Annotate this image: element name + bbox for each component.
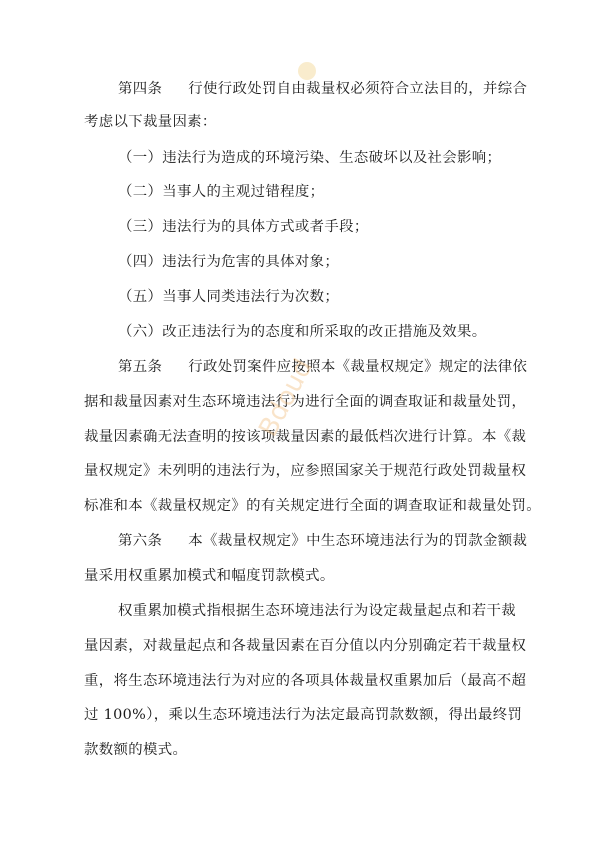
article-4-first-line bbox=[118, 80, 527, 98]
article-5-line-5: 标准和本《裁量权规定》的有关规定进行全面的调查取证和裁量处罚。 bbox=[84, 498, 541, 514]
article-6-line-1: 本《裁量权规定》中生态环境违法行为的罚款金额裁 bbox=[188, 533, 528, 549]
article-5-first-line bbox=[118, 358, 527, 376]
article-4-item-1: （一）违法行为造成的环境污染、生态破坏以及社会影响； bbox=[118, 150, 502, 166]
weight-paragraph-line-3: 重，将生态环境违法行为对应的各项具体裁量权重累加后（最高不超 bbox=[84, 673, 527, 689]
article-6-lead: 第六条 bbox=[118, 533, 163, 549]
article-5-line-4: 量权规定》未列明的违法行为，应参照国家关于规范行政处罚裁量权 bbox=[84, 463, 527, 479]
article-4-item-3: （三）违法行为的具体方式或者手段； bbox=[118, 219, 369, 235]
article-4-item-5: （五）当事人同类违法行为次数； bbox=[118, 289, 340, 305]
weight-paragraph-line-1: 权重累加模式指根据生态环境违法行为设定裁量起点和若干裁 bbox=[118, 603, 516, 619]
watermark-dot bbox=[298, 62, 316, 80]
article-4-line-1: 行使行政处罚自由裁量权必须符合立法目的，并综合 bbox=[188, 81, 528, 97]
article-4-item-2: （二）当事人的主观过错程度； bbox=[118, 184, 325, 200]
article-5-line-3: 裁量因素确无法查明的按该项裁量因素的最低档次进行计算。本《裁 bbox=[84, 429, 527, 445]
watermark: Bdoud bbox=[253, 354, 319, 442]
article-4-line-2: 考虑以下裁量因素： bbox=[84, 114, 217, 130]
weight-paragraph-line-2: 量因素，对裁量起点和各裁量因素在百分值以内分别确定若干裁量权 bbox=[84, 638, 527, 654]
article-5-line-1: 行政处罚案件应按照本《裁量权规定》规定的法律依 bbox=[188, 359, 528, 375]
article-6-first-line bbox=[118, 532, 527, 550]
weight-paragraph-line-5: 款数额的模式。 bbox=[84, 742, 188, 758]
article-4-item-4: （四）违法行为危害的具体对象； bbox=[118, 254, 340, 270]
weight-paragraph-line-4: 过 100%），乘以生态环境违法行为法定最高罚款数额，得出最终罚 bbox=[84, 707, 523, 723]
article-6-line-2: 量采用权重累加模式和幅度罚款模式。 bbox=[84, 568, 335, 584]
article-4-item-6: （六）改正违法行为的态度和所采取的改正措施及效果。 bbox=[118, 324, 487, 340]
article-5-line-2: 据和裁量因素对生态环境违法行为进行全面的调查取证和裁量处罚， bbox=[84, 394, 527, 410]
article-4-lead: 第四条 bbox=[118, 81, 163, 97]
article-5-lead: 第五条 bbox=[118, 359, 163, 375]
